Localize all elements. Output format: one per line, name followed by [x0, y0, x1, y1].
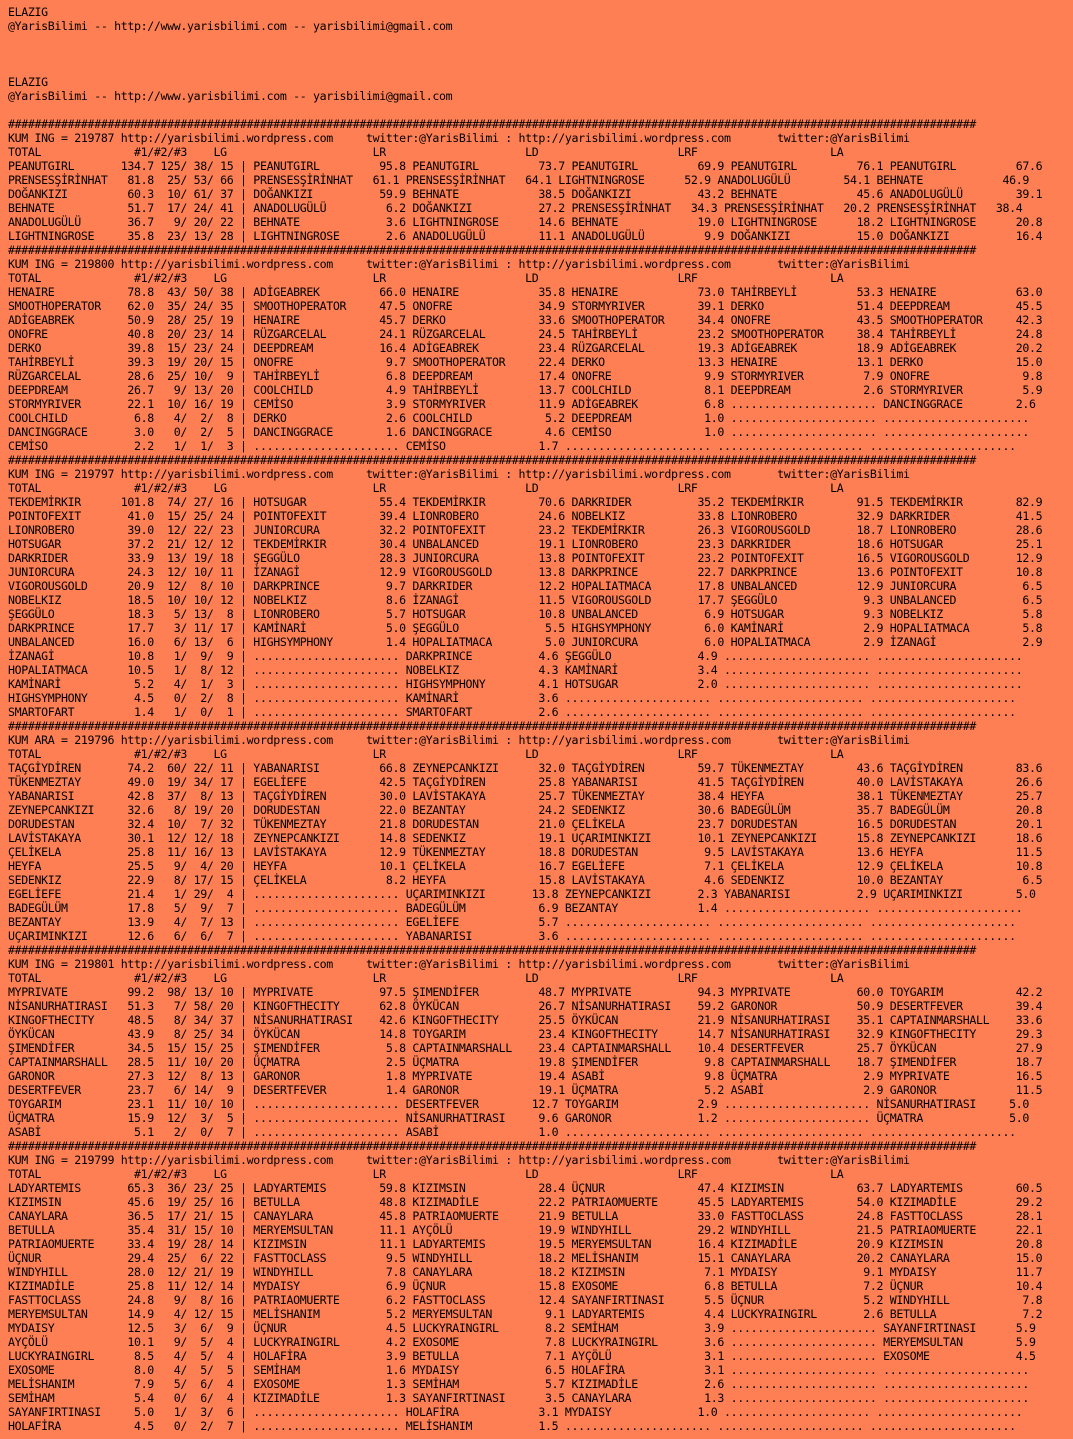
- column-header-line: TOTAL #1/#2/#3 LG LR LD LRF LA: [8, 271, 844, 285]
- result-row: DOĞANKIZI 60.3 10/ 61/ 37 | DOĞANKIZI 59.9 BEHNATE 38.5 DOĞANKIZI 43.2 BEHNATE 45.6 ANADOLUGÜLÜ 39.1: [8, 187, 1043, 201]
- result-row: STORMYRIVER 22.1 10/ 16/ 19 | CEMİSO 3.9 STORMYRIVER 11.9 ADİGEABREK 6.8 ...................... DANCINGGRACE 2.6: [8, 397, 1036, 411]
- race-header-line: KUM ING = 219801 http://yarisbilimi.wordpress.com twitter:@YarisBilimi : http://yarisbilimi.wordpress.com twitter:@YarisBilimi: [8, 957, 910, 971]
- blank-line: [8, 103, 1073, 117]
- result-row: ZEYNEPCANKIZI 32.6 8/ 19/ 20 | DORUDESTAN 22.0 BEZANTAY 24.2 SEDENKIZ 30.6 BADEGÜLÜM 35.7 BADEGÜLÜM 20.8: [8, 803, 1043, 817]
- result-row: CEMİSO 2.2 1/ 1/ 3 | ...................... CEMİSO 1.7 ...................... ...................... ......................: [8, 439, 1016, 453]
- race-header-line: KUM ING = 219797 http://yarisbilimi.wordpress.com twitter:@YarisBilimi : http://yarisbilimi.wordpress.com twitter:@YarisBilimi: [8, 467, 910, 481]
- result-row: LUCKYRAINGIRL 8.5 4/ 5/ 4 | HOLAFİRA 3.9 BETULLA 7.1 AYÇÖLÜ 3.1 ...................... EXOSOME 4.5: [8, 1349, 1036, 1363]
- result-row: ÇELİKELA 25.8 11/ 16/ 13 | LAVİSTAKAYA 12.9 TÜKENMEZTAY 18.8 DORUDESTAN 9.5 LAVİSTAKAYA 13.6 HEYFA 11.5: [8, 845, 1043, 859]
- result-row: HENAIRE 78.8 43/ 50/ 38 | ADİGEABREK 66.0 HENAIRE 35.8 HENAIRE 73.0 TAHİRBEYLİ 53.3 HENAIRE 63.0: [8, 285, 1043, 299]
- result-row: TAHİRBEYLİ 39.3 19/ 20/ 15 | ONOFRE 9.7 SMOOTHOPERATOR 22.4 DERKO 13.3 HENAIRE 13.1 DERKO 15.0: [8, 355, 1043, 369]
- result-row: UNBALANCED 16.0 6/ 13/ 6 | HIGHSYMPHONY 1.4 HOPALIATMACA 5.0 JUNIORCURA 6.0 HOPALIATMACA 2.9 İZANAGİ 2.9: [8, 635, 1043, 649]
- result-row: YABANARISI 42.8 37/ 8/ 13 | TAÇGİYDİREN 30.0 LAVİSTAKAYA 25.7 TÜKENMEZTAY 38.4 HEYFA 38.1 TÜKENMEZTAY 25.7: [8, 789, 1043, 803]
- result-row: NİSANURHATIRASI 51.3 7/ 58/ 20 | KINGOFTHECITY 62.8 ÖYKÜCAN 26.7 NİSANURHATIRASI 59.2 GARONOR 50.9 DESERTFEVER 39.4: [8, 999, 1043, 1013]
- result-row: PRENSESŞİRİNHAT 81.8 25/ 53/ 66 | PRENSESŞİRİNHAT 61.1 PRENSESŞİRİNHAT 64.1 LIGHTNINGROSE 52.9 ANADOLUGÜLÜ 54.1 BEHNATE 46.9: [8, 173, 1030, 187]
- result-row: DORUDESTAN 32.4 10/ 7/ 32 | TÜKENMEZTAY 21.8 DORUDESTAN 21.0 ÇELİKELA 23.7 DORUDESTAN 16.5 DORUDESTAN 20.1: [8, 817, 1043, 831]
- result-row: FASTTOCLASS 24.8 9/ 8/ 16 | PATRIAOMUERTE 6.2 FASTTOCLASS 12.4 SAYANFIRTINASI 5.5 ÜÇNUR 5.2 WINDYHILL 7.8: [8, 1293, 1043, 1307]
- page-title: ELAZIG: [8, 5, 48, 19]
- result-row: DESERTFEVER 23.7 6/ 14/ 9 | DESERTFEVER 1.4 GARONOR 19.1 ÜÇMATRA 5.2 ASABİ 2.9 GARONOR 11.5: [8, 1083, 1043, 1097]
- result-row: HOPALIATMACA 10.5 1/ 8/ 12 | ...................... NOBELKIZ 4.3 KAMİNARİ 3.4 ...................... ......................: [8, 663, 1023, 677]
- result-row: ŞIMENDİFER 34.5 15/ 15/ 25 | ŞIMENDİFER 5.8 CAPTAINMARSHALL 23.4 CAPTAINMARSHALL 10.4 DESERTFEVER 25.7 ÖYKÜCAN 27.9: [8, 1041, 1043, 1055]
- result-row: ÜÇMATRA 15.9 12/ 3/ 5 | ...................... NİSANURHATIRASI 9.6 GARONOR 1.2 ...................... ÜÇMATRA 5.0: [8, 1111, 1030, 1125]
- section-divider: ##################################################################################################################################################: [8, 1139, 976, 1153]
- result-row: KINGOFTHECITY 48.5 8/ 34/ 37 | NİSANURHATIRASI 42.6 KINGOFTHECITY 25.5 ÖYKÜCAN 21.9 NİSANURHATIRASI 35.1 CAPTAINMARSHALL 33.6: [8, 1013, 1043, 1027]
- result-row: LIGHTNINGROSE 35.8 23/ 13/ 28 | LIGHTNINGROSE 2.6 ANADOLUGÜLÜ 11.1 ANADOLUGÜLÜ 9.9 DOĞANKIZI 15.0 DOĞANKIZI 16.4: [8, 229, 1043, 243]
- result-row: DARKRIDER 33.9 13/ 19/ 18 | ŞEGGÜLO 28.3 JUNIORCURA 13.8 POINTOFEXIT 23.2 POINTOFEXIT 16.5 VIGOROUSGOLD 12.9: [8, 551, 1043, 565]
- result-row: MYDAISY 12.5 3/ 6/ 9 | ÜÇNUR 4.5 LUCKYRAINGIRL 8.2 SEMİHAM 3.9 ...................... SAYANFIRTINASI 5.9: [8, 1321, 1036, 1335]
- result-row: KAMİNARİ 5.2 4/ 1/ 3 | ...................... HIGHSYMPHONY 4.1 HOTSUGAR 2.0 ...................... ......................: [8, 677, 1023, 691]
- result-row: KIZIMSIN 45.6 19/ 25/ 16 | BETULLA 48.8 KIZIMADİLE 22.2 PATRIAOMUERTE 45.5 LADYARTEMIS 54.0 KIZIMADİLE 29.2: [8, 1195, 1043, 1209]
- result-row: DANCINGGRACE 3.0 0/ 2/ 5 | DANCINGGRACE 1.6 DANCINGGRACE 4.6 CEMİSO 1.0 ...................... ......................: [8, 425, 1030, 439]
- column-header-line: TOTAL #1/#2/#3 LG LR LD LRF LA: [8, 481, 844, 495]
- result-row: ÖYKÜCAN 43.9 8/ 25/ 34 | ÖYKÜCAN 14.8 TOYGARIM 23.4 KINGOFTHECITY 14.7 NİSANURHATIRASI 32.9 KINGOFTHECITY 29.3: [8, 1027, 1043, 1041]
- section-divider: ##################################################################################################################################################: [8, 943, 976, 957]
- column-header-line: TOTAL #1/#2/#3 LG LR LD LRF LA: [8, 145, 844, 159]
- result-row: JUNIORCURA 24.3 12/ 10/ 11 | İZANAGİ 12.9 VIGOROUSGOLD 13.8 DARKPRINCE 22.7 DARKPRINCE 13.6 POINTOFEXIT 10.8: [8, 565, 1043, 579]
- column-header-line: TOTAL #1/#2/#3 LG LR LD LRF LA: [8, 971, 844, 985]
- result-row: ÜÇNUR 29.4 25/ 6/ 22 | FASTTOCLASS 9.5 WINDYHILL 18.2 MELİSHANIM 15.1 CANAYLARA 20.2 CANAYLARA 15.0: [8, 1251, 1043, 1265]
- result-row: DEEPDREAM 26.7 9/ 13/ 20 | COOLCHILD 4.9 TAHİRBEYLİ 13.7 COOLCHILD 8.1 DEEPDREAM 2.6 STORMYRIVER 5.9: [8, 383, 1043, 397]
- result-row: EGELİEFE 21.4 1/ 29/ 4 | ...................... UÇARIMINKIZI 13.8 ZEYNEPCANKIZI 2.3 YABANARISI 2.9 UÇARIMINKIZI 5.0: [8, 887, 1036, 901]
- result-row: POINTOFEXIT 41.0 15/ 25/ 24 | POINTOFEXIT 39.4 LIONROBERO 24.6 NOBELKIZ 33.8 LIONROBERO 32.9 DARKRIDER 41.5: [8, 509, 1043, 523]
- race-header-line: KUM ING = 219800 http://yarisbilimi.wordpress.com twitter:@YarisBilimi : http://yarisbilimi.wordpress.com twitter:@YarisBilimi: [8, 257, 910, 271]
- result-row: ONOFRE 40.8 20/ 23/ 14 | RÜZGARCELAL 24.1 RÜZGARCELAL 24.5 TAHİRBEYLİ 23.2 SMOOTHOPERATOR 38.4 TAHİRBEYLİ 24.8: [8, 327, 1043, 341]
- result-row: TAÇGİYDİREN 74.2 60/ 22/ 11 | YABANARISI 66.8 ZEYNEPCANKIZI 32.0 TAÇGİYDİREN 59.7 TÜKENMEZTAY 43.6 TAÇGİYDİREN 83.6: [8, 761, 1043, 775]
- result-row: MYPRIVATE 99.2 98/ 13/ 10 | MYPRIVATE 97.5 ŞIMENDİFER 48.7 MYPRIVATE 94.3 MYPRIVATE 60.0 TOYGARIM 42.2: [8, 985, 1043, 999]
- race-header-line: KUM ARA = 219796 http://yarisbilimi.wordpress.com twitter:@YarisBilimi : http://yarisbilimi.wordpress.com twitter:@YarisBilimi: [8, 733, 910, 747]
- result-row: AYÇÖLÜ 10.1 9/ 5/ 4 | LUCKYRAINGIRL 4.2 EXOSOME 7.8 LUCKYRAINGIRL 3.6 ...................... MERYEMSULTAN 5.9: [8, 1335, 1036, 1349]
- result-row: SEMİHAM 5.4 0/ 6/ 4 | KIZIMADİLE 1.3 SAYANFIRTINASI 3.5 CANAYLARA 1.3 ...................... ......................: [8, 1391, 1030, 1405]
- blank-line: [8, 61, 1073, 75]
- result-row: EXOSOME 8.0 4/ 5/ 5 | SEMİHAM 1.6 MYDAISY 6.5 HOLAFİRA 3.1 ...................... ......................: [8, 1363, 1030, 1377]
- result-row: SEDENKIZ 22.9 8/ 17/ 15 | ÇELİKELA 8.2 HEYFA 15.8 LAVİSTAKAYA 4.6 SEDENKIZ 10.0 BEZANTAY 6.5: [8, 873, 1043, 887]
- result-row: GARONOR 27.3 12/ 8/ 13 | GARONOR 1.8 MYPRIVATE 19.4 ASABİ 9.8 ÜÇMATRA 2.9 MYPRIVATE 16.5: [8, 1069, 1043, 1083]
- result-row: ANADOLUGÜLÜ 36.7 9/ 20/ 22 | BEHNATE 3.6 LIGHTNINGROSE 14.6 BEHNATE 19.0 LIGHTNINGROSE 18.2 LIGHTNINGROSE 20.8: [8, 215, 1043, 229]
- result-row: CAPTAINMARSHALL 28.5 11/ 10/ 20 | ÜÇMATRA 2.5 ÜÇMATRA 19.8 ŞIMENDİFER 9.8 CAPTAINMARSHALL 18.7 ŞIMENDİFER 18.7: [8, 1055, 1043, 1069]
- result-row: BETULLA 35.4 31/ 15/ 10 | MERYEMSULTAN 11.1 AYÇÖLÜ 19.9 WINDYHILL 29.2 WINDYHILL 21.5 PATRIAOMUERTE 22.1: [8, 1223, 1043, 1237]
- result-row: PEANUTGIRL 134.7 125/ 38/ 15 | PEANUTGIRL 95.8 PEANUTGIRL 73.7 PEANUTGIRL 69.9 PEANUTGIRL 76.1 PEANUTGIRL 67.6: [8, 159, 1043, 173]
- blank-line: [8, 33, 1073, 47]
- result-row: NOBELKIZ 18.5 10/ 10/ 12 | NOBELKIZ 8.6 İZANAGİ 11.5 VIGOROUSGOLD 17.7 ŞEGGÜLO 9.3 UNBALANCED 6.5: [8, 593, 1043, 607]
- result-row: DARKPRINCE 17.7 3/ 11/ 17 | KAMİNARİ 5.0 ŞEGGÜLO 5.5 HIGHSYMPHONY 6.0 KAMİNARİ 2.9 HOPALIATMACA 5.8: [8, 621, 1043, 635]
- result-row: İZANAGİ 10.8 1/ 9/ 9 | ...................... DARKPRINCE 4.6 ŞEGGÜLO 4.9 ...................... ......................: [8, 649, 1023, 663]
- result-row: SAYANFIRTINASI 5.0 1/ 3/ 6 | ...................... HOLAFİRA 3.1 MYDAISY 1.0 ...................... ......................: [8, 1405, 1023, 1419]
- section-divider: ##################################################################################################################################################: [8, 453, 976, 467]
- column-header-line: TOTAL #1/#2/#3 LG LR LD LRF LA: [8, 1167, 844, 1181]
- result-row: RÜZGARCELAL 28.6 25/ 10/ 9 | TAHİRBEYLİ 6.8 DEEPDREAM 17.4 ONOFRE 9.9 STORMYRIVER 7.9 ONOFRE 9.8: [8, 369, 1043, 383]
- result-row: VIGOROUSGOLD 20.9 12/ 8/ 10 | DARKPRINCE 9.7 DARKRIDER 12.2 HOPALIATMACA 17.8 UNBALANCED 12.9 JUNIORCURA 6.5: [8, 579, 1043, 593]
- result-row: ŞEGGÜLO 18.3 5/ 13/ 8 | LIONROBERO 5.7 HOTSUGAR 10.8 UNBALANCED 6.9 HOTSUGAR 9.3 NOBELKIZ 5.8: [8, 607, 1043, 621]
- result-row: DERKO 39.8 15/ 23/ 24 | DEEPDREAM 16.4 ADİGEABREK 23.4 RÜZGARCELAL 19.3 ADİGEABREK 18.9 ADİGEABREK 20.2: [8, 341, 1043, 355]
- result-row: SMARTOFART 1.4 1/ 0/ 1 | ...................... SMARTOFART 2.6 ...................... ...................... ......................: [8, 705, 1016, 719]
- column-header-line: TOTAL #1/#2/#3 LG LR LD LRF LA: [8, 747, 844, 761]
- result-row: UÇARIMINKIZI 12.6 6/ 6/ 7 | ...................... YABANARISI 3.6 ...................... ...................... ......................: [8, 929, 1016, 943]
- result-row: COOLCHILD 6.8 4/ 2/ 8 | DERKO 2.6 COOLCHILD 5.2 DEEPDREAM 1.0 ...................... ......................: [8, 411, 1030, 425]
- result-row: BEZANTAY 13.9 4/ 7/ 13 | ...................... EGELİEFE 5.7 ...................... ...................... ......................: [8, 915, 1016, 929]
- result-row: TOYGARIM 23.1 11/ 10/ 10 | ...................... DESERTFEVER 12.7 TOYGARIM 2.9 ...................... NİSANURHATIRASI 5.0: [8, 1097, 1030, 1111]
- section-divider: ##################################################################################################################################################: [8, 719, 976, 733]
- result-row: LADYARTEMIS 65.3 36/ 23/ 25 | LADYARTEMIS 59.8 KIZIMSIN 28.4 ÜÇNUR 47.4 KIZIMSIN 63.7 LADYARTEMIS 60.5: [8, 1181, 1043, 1195]
- result-row: CANAYLARA 36.5 17/ 21/ 15 | CANAYLARA 45.8 PATRIAOMUERTE 21.9 BETULLA 33.0 FASTTOCLASS 24.8 FASTTOCLASS 28.1: [8, 1209, 1043, 1223]
- result-row: ASABİ 5.1 2/ 0/ 7 | ...................... ASABİ 1.0 ...................... ...................... ......................: [8, 1125, 1016, 1139]
- result-row: BADEGÜLÜM 17.8 5/ 9/ 7 | ...................... BADEGÜLÜM 6.9 BEZANTAY 1.4 ...................... ......................: [8, 901, 1023, 915]
- result-row: BEHNATE 51.7 17/ 24/ 41 | ANADOLUGÜLÜ 6.2 DOĞANKIZI 27.2 PRENSESŞİRİNHAT 34.3 PRENSESŞİRİNHAT 20.2 PRENSESŞİRİNHAT 38.4: [8, 201, 1023, 215]
- result-row: HOLAFİRA 4.5 0/ 2/ 7 | ...................... MELİSHANIM 1.5 ...................... ...................... ......................: [8, 1419, 1016, 1433]
- result-row: ADİGEABREK 50.9 28/ 25/ 19 | HENAIRE 45.7 DERKO 33.6 SMOOTHOPERATOR 34.4 ONOFRE 43.5 SMOOTHOPERATOR 42.3: [8, 313, 1043, 327]
- result-row: HEYFA 25.5 9/ 4/ 20 | HEYFA 10.1 ÇELİKELA 16.7 EGELİEFE 7.1 ÇELİKELA 12.9 ÇELİKELA 10.8: [8, 859, 1043, 873]
- result-row: KIZIMADİLE 25.8 11/ 12/ 14 | MYDAISY 6.9 ÜÇNUR 15.8 EXOSOME 6.8 BETULLA 7.2 ÜÇNUR 10.4: [8, 1279, 1043, 1293]
- result-row: TEKDEMİRKIR 101.8 74/ 27/ 16 | HOTSUGAR 55.4 TEKDEMİRKIR 70.6 DARKRIDER 35.2 TEKDEMİRKIR 91.5 TEKDEMİRKIR 82.9: [8, 495, 1043, 509]
- result-row: HIGHSYMPHONY 4.5 0/ 2/ 8 | ...................... KAMİNARİ 3.6 ...................... ...................... ......................: [8, 691, 1016, 705]
- result-row: MERYEMSULTAN 14.9 4/ 12/ 15 | MELİSHANIM 5.2 MERYEMSULTAN 9.1 LADYARTEMIS 4.4 LUCKYRAINGIRL 2.6 BETULLA 7.2: [8, 1307, 1043, 1321]
- race-header-line: KUM ING = 219787 http://yarisbilimi.wordpress.com twitter:@YarisBilimi : http://yarisbilimi.wordpress.com twitter:@YarisBilimi: [8, 131, 910, 145]
- section-divider: ##################################################################################################################################################: [8, 117, 976, 131]
- result-row: HOTSUGAR 37.2 21/ 12/ 12 | TEKDEMİRKIR 30.4 UNBALANCED 19.1 LIONROBERO 23.3 DARKRIDER 18.6 HOTSUGAR 25.1: [8, 537, 1043, 551]
- contact-line: @YarisBilimi -- http://www.yarisbilimi.com -- yarisbilimi@gmail.com: [8, 89, 453, 103]
- race-header-line: KUM ING = 219799 http://yarisbilimi.wordpress.com twitter:@YarisBilimi : http://yarisbilimi.wordpress.com twitter:@YarisBilimi: [8, 1153, 910, 1167]
- result-row: WINDYHILL 28.0 12/ 21/ 19 | WINDYHILL 7.8 CANAYLARA 18.2 KIZIMSIN 7.1 MYDAISY 9.1 MYDAISY 11.7: [8, 1265, 1043, 1279]
- result-row: SMOOTHOPERATOR 62.0 35/ 24/ 35 | SMOOTHOPERATOR 47.5 ONOFRE 34.9 STORMYRIVER 39.1 DERKO 51.4 DEEPDREAM 45.5: [8, 299, 1043, 313]
- result-row: LAVİSTAKAYA 30.1 12/ 12/ 18 | ZEYNEPCANKIZI 14.8 SEDENKIZ 19.1 UÇARIMINKIZI 10.1 ZEYNEPCANKIZI 15.8 ZEYNEPCANKIZI 18.6: [8, 831, 1043, 845]
- result-row: MELİSHANIM 7.9 5/ 6/ 4 | EXOSOME 1.3 SEMİHAM 5.7 KIZIMADİLE 2.6 ...................... ......................: [8, 1377, 1030, 1391]
- result-row: TÜKENMEZTAY 49.0 19/ 34/ 17 | EGELİEFE 42.5 TAÇGİYDİREN 25.8 YABANARISI 41.5 TAÇGİYDİREN 40.0 LAVİSTAKAYA 26.6: [8, 775, 1043, 789]
- section-divider: ##################################################################################################################################################: [8, 243, 976, 257]
- result-row: LIONROBERO 39.0 12/ 22/ 23 | JUNIORCURA 32.2 POINTOFEXIT 23.2 TEKDEMİRKIR 26.3 VIGOROUSGOLD 18.7 LIONROBERO 28.6: [8, 523, 1043, 537]
- contact-line: @YarisBilimi -- http://www.yarisbilimi.com -- yarisbilimi@gmail.com: [8, 19, 453, 33]
- page-title: ELAZIG: [8, 75, 48, 89]
- result-row: PATRIAOMUERTE 33.4 19/ 28/ 14 | KIZIMSIN 11.1 LADYARTEMIS 19.5 MERYEMSULTAN 16.4 KIZIMADİLE 20.9 KIZIMSIN 20.8: [8, 1237, 1043, 1251]
- blank-line: [8, 47, 1073, 61]
